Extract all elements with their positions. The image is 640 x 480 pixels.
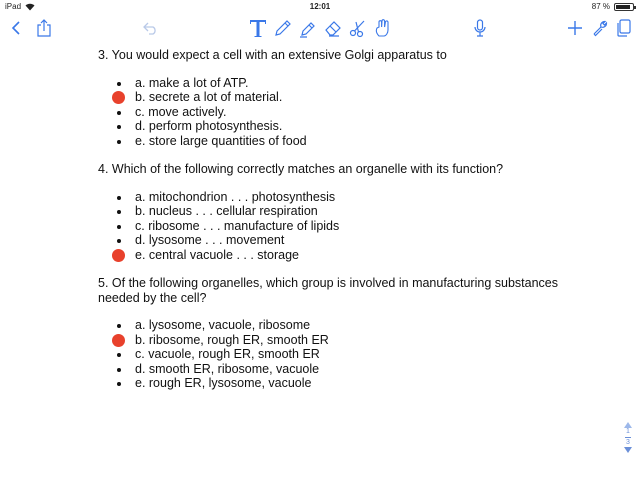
text-tool-button[interactable]	[246, 16, 270, 40]
status-time: 12:01	[309, 2, 331, 11]
answer-option	[98, 233, 578, 248]
answer-option-text: c. vacuole, rough ER, smooth ER	[135, 347, 320, 361]
add-icon	[567, 20, 583, 36]
answer-option	[98, 318, 578, 333]
microphone-button[interactable]	[468, 16, 492, 40]
microphone-icon	[473, 18, 487, 38]
bullet-icon	[117, 82, 121, 86]
total-page-number: 3	[626, 439, 630, 446]
answer-option	[98, 134, 578, 149]
undo-icon	[143, 21, 159, 35]
question-text: 4. Which of the following correctly matches an organelle with its function?	[98, 162, 504, 176]
bullet-icon	[117, 140, 121, 144]
eraser-button[interactable]	[321, 16, 345, 40]
bullet-icon	[117, 210, 121, 214]
share-icon	[36, 19, 52, 37]
question-3	[98, 276, 578, 391]
status-right	[592, 2, 634, 11]
highlighter-icon	[298, 18, 318, 38]
answer-mark-dot	[112, 334, 125, 347]
toolbar	[0, 14, 640, 42]
share-button[interactable]	[32, 16, 56, 40]
answer-mark-dot	[112, 249, 125, 262]
answer-option-text: a. make a lot of ATP.	[135, 75, 249, 90]
question-text: 3. You would expect a cell with an extensive Golgi apparatus to	[98, 48, 447, 62]
hand-tool-button[interactable]	[371, 16, 395, 40]
answer-mark-dot	[112, 91, 125, 104]
answer-option-text: e. central vacuole . . . storage	[135, 247, 299, 262]
back-button[interactable]	[4, 16, 28, 40]
answer-option-text: a. mitochondrion . . . photosynthesis	[135, 189, 336, 204]
answer-option-text: a. lysosome, vacuole, ribosome	[135, 318, 311, 332]
question-text: 5. Of the following organelles, which group is involved in manufacturing substances needed by the cell?	[98, 276, 558, 305]
scissors-button[interactable]	[346, 16, 370, 40]
bullet-icon	[117, 353, 121, 357]
answer-option-text: b. nucleus . . . cellular respiration	[135, 204, 318, 218]
back-icon	[10, 20, 22, 36]
add-button[interactable]	[563, 16, 587, 40]
document-page[interactable]	[98, 48, 578, 405]
device-name: iPad	[5, 2, 22, 11]
pages-icon	[616, 19, 632, 37]
status-bar	[0, 0, 640, 14]
answer-option	[98, 347, 578, 362]
answer-option	[98, 219, 578, 234]
question-2	[98, 162, 578, 262]
answer-option-text: c. ribosome . . . manufacture of lipids	[135, 218, 340, 233]
answer-option	[98, 190, 578, 205]
answer-option-text: e. store large quantities of food	[135, 133, 307, 148]
bullet-icon	[117, 382, 121, 386]
answer-options	[98, 190, 578, 263]
undo-button[interactable]	[139, 16, 163, 40]
answer-option	[98, 376, 578, 391]
answer-options	[98, 76, 578, 149]
answer-option	[98, 119, 578, 134]
page-separator	[625, 437, 631, 438]
answer-option	[98, 90, 578, 105]
bullet-icon	[117, 111, 121, 115]
answer-option	[98, 204, 578, 219]
page-down-icon	[624, 447, 632, 453]
pages-button[interactable]	[612, 16, 636, 40]
answer-option-text: e. rough ER, lysosome, vacuole	[135, 376, 312, 390]
answer-options	[98, 318, 578, 391]
bullet-icon	[117, 368, 121, 372]
bullet-icon	[117, 225, 121, 229]
text-tool-icon	[249, 18, 267, 38]
answer-option	[98, 333, 578, 348]
answer-option-text: b. secrete a lot of material.	[135, 90, 283, 104]
bullet-icon	[117, 324, 121, 328]
answer-option	[98, 248, 578, 263]
scissors-icon	[348, 18, 368, 38]
answer-option-text: b. ribosome, rough ER, smooth ER	[135, 332, 329, 347]
battery-icon	[614, 3, 634, 11]
answer-option-text: c. move actively.	[135, 104, 227, 119]
battery-level	[616, 5, 630, 9]
settings-button[interactable]	[588, 16, 612, 40]
bullet-icon	[117, 196, 121, 200]
hand-icon	[373, 18, 393, 38]
answer-option	[98, 105, 578, 120]
question-1	[98, 48, 578, 148]
answer-option-text: d. perform photosynthesis.	[135, 119, 283, 133]
highlighter-button[interactable]	[296, 16, 320, 40]
bullet-icon	[117, 239, 121, 243]
answer-option-text: d. smooth ER, ribosome, vacuole	[135, 361, 320, 376]
bullet-icon	[117, 125, 121, 129]
wrench-icon	[591, 19, 609, 37]
pen-tool-button[interactable]	[271, 16, 295, 40]
answer-option	[98, 362, 578, 377]
current-page-number: 1	[626, 428, 630, 435]
eraser-icon	[323, 18, 343, 38]
pen-tool-icon	[273, 18, 293, 38]
page-indicator[interactable]	[622, 422, 634, 466]
answer-option-text: d. lysosome . . . movement	[135, 233, 285, 247]
answer-option	[98, 76, 578, 91]
battery-percent: 87 %	[591, 2, 610, 11]
